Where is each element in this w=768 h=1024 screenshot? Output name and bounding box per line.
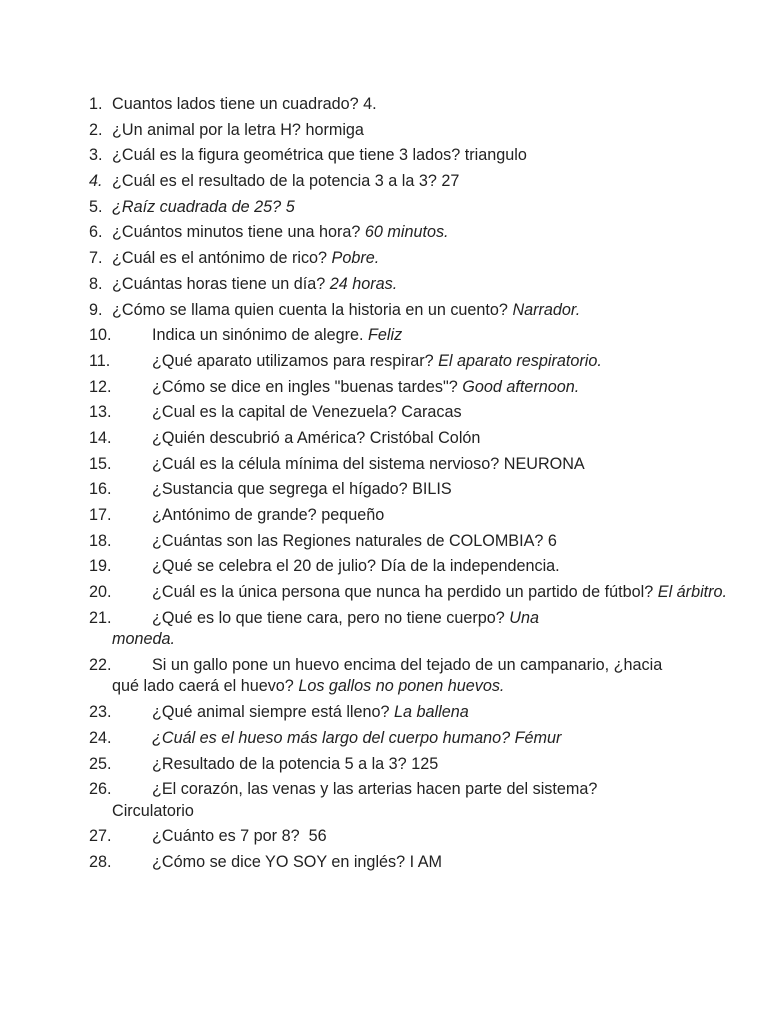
list-item bbox=[0, 197, 768, 219]
item-number: 18. bbox=[89, 531, 112, 550]
question-text: ¿Un animal por la letra H? bbox=[112, 120, 301, 139]
item-body bbox=[112, 655, 728, 698]
question-text: ¿Qué es lo que tiene cara, pero no tiene cuerpo? bbox=[152, 608, 505, 627]
item-number: 28. bbox=[89, 853, 112, 872]
question-text: ¿Qué aparato utilizamos para respirar? bbox=[152, 351, 434, 370]
item-number: 1. bbox=[89, 95, 103, 113]
question-text: ¿Raíz cuadrada de 25? bbox=[112, 197, 282, 216]
answer-text: El árbitro. bbox=[657, 583, 728, 602]
list-item bbox=[0, 120, 768, 142]
item-body bbox=[112, 608, 728, 651]
question-text: Si un gallo pone un huevo encima del tejado de un campanario, ¿hacia qué lado caerá el huevo? bbox=[112, 655, 663, 696]
item-number: 26. bbox=[89, 780, 112, 799]
list-item bbox=[0, 325, 768, 347]
answer-text: I AM bbox=[409, 853, 443, 872]
item-number: 13. bbox=[89, 403, 112, 422]
question-text: Indica un sinónimo de alegre. bbox=[152, 326, 364, 345]
item-number: 12. bbox=[89, 377, 112, 396]
question-text: ¿Antónimo de grande? bbox=[152, 506, 317, 524]
list-item bbox=[0, 505, 768, 527]
answer-text: 5 bbox=[285, 197, 295, 216]
list-item bbox=[0, 852, 768, 874]
item-number: 2. bbox=[89, 120, 103, 139]
question-text: ¿Cuál es el resultado de la potencia 3 a la 3? bbox=[112, 172, 437, 191]
answer-text: 27 bbox=[441, 172, 460, 191]
question-text: ¿Cómo se dice YO SOY en inglés? bbox=[152, 853, 406, 872]
list-item bbox=[0, 428, 768, 450]
item-number: 4. bbox=[89, 172, 103, 191]
question-text: ¿Cómo se llama quien cuenta la historia en un cuento? bbox=[112, 300, 508, 319]
question-text: ¿Resultado de la potencia 5 a la 3? bbox=[152, 754, 407, 773]
answer-text: Día de la independencia. bbox=[380, 557, 560, 576]
item-number: 19. bbox=[89, 557, 112, 576]
answer-text: Cristóbal Colón bbox=[369, 428, 481, 447]
answer-text: Circulatorio bbox=[112, 801, 194, 820]
question-text: ¿Cual es la capital de Venezuela? bbox=[152, 403, 397, 422]
list-item bbox=[0, 300, 768, 322]
list-item bbox=[0, 754, 768, 776]
answer-text: Caracas bbox=[401, 403, 462, 422]
answer-text: El aparato respiratorio. bbox=[438, 351, 602, 370]
item-number: 15. bbox=[89, 454, 112, 473]
question-list bbox=[0, 94, 768, 874]
question-text: ¿Cuántas horas tiene un día? bbox=[112, 274, 326, 293]
item-number: 6. bbox=[89, 223, 103, 242]
question-text: ¿Cuánto es 7 por 8? bbox=[152, 827, 300, 846]
answer-text: La ballena bbox=[394, 703, 469, 722]
list-item bbox=[0, 402, 768, 424]
list-item bbox=[0, 377, 768, 399]
answer-text: 4. bbox=[363, 95, 377, 113]
question-text: ¿Quién descubrió a América? bbox=[152, 428, 366, 447]
item-body bbox=[112, 779, 728, 822]
list-item bbox=[0, 556, 768, 578]
item-number: 11. bbox=[89, 351, 111, 370]
item-number: 3. bbox=[89, 146, 103, 165]
list-item bbox=[0, 531, 768, 553]
list-item bbox=[0, 479, 768, 501]
item-number: 7. bbox=[89, 249, 103, 268]
question-text: ¿Cuál es el antónimo de rico? bbox=[112, 249, 328, 268]
question-text: ¿Cuántas son las Regiones naturales de COLOMBIA? bbox=[152, 531, 544, 550]
list-item bbox=[0, 454, 768, 476]
answer-text: Los gallos no ponen huevos. bbox=[298, 677, 505, 696]
list-item bbox=[0, 728, 768, 750]
question-text: ¿Qué se celebra el 20 de julio? bbox=[152, 557, 377, 576]
answer-text: NEURONA bbox=[503, 454, 585, 473]
answer-text: Fémur bbox=[514, 728, 562, 747]
item-number: 25. bbox=[89, 754, 112, 773]
item-number: 8. bbox=[89, 274, 103, 293]
answer-text: 60 minutos. bbox=[364, 223, 449, 242]
list-item bbox=[0, 248, 768, 270]
item-number: 22. bbox=[89, 655, 112, 674]
answer-text: BILIS bbox=[412, 480, 452, 499]
list-item bbox=[0, 222, 768, 244]
list-item bbox=[0, 145, 768, 167]
question-text: ¿Cuál es la figura geométrica que tiene 3 lados? bbox=[112, 146, 461, 165]
answer-text: hormiga bbox=[305, 120, 364, 139]
list-item bbox=[0, 274, 768, 296]
answer-text: Una moneda. bbox=[112, 608, 539, 649]
list-item bbox=[0, 655, 768, 698]
item-number: 16. bbox=[89, 480, 112, 499]
list-item bbox=[0, 94, 768, 116]
question-text: ¿Cuál es la única persona que nunca ha perdido un partido de fútbol? bbox=[152, 583, 654, 602]
question-text: ¿Cuál es la célula mínima del sistema nervioso? bbox=[152, 454, 500, 473]
item-number: 21. bbox=[89, 608, 112, 627]
question-text: ¿Cuál es el hueso más largo del cuerpo humano? bbox=[152, 728, 511, 747]
question-text: Cuantos lados tiene un cuadrado? bbox=[112, 95, 359, 113]
item-number: 23. bbox=[89, 703, 112, 722]
item-number: 24. bbox=[89, 728, 112, 747]
list-item bbox=[0, 608, 768, 651]
list-item bbox=[0, 779, 768, 822]
answer-text: Narrador. bbox=[512, 300, 581, 319]
list-item bbox=[0, 171, 768, 193]
answer-text: triangulo bbox=[464, 146, 527, 165]
item-number: 10. bbox=[89, 326, 112, 345]
question-text: ¿Cómo se dice en ingles "buenas tardes"? bbox=[152, 377, 458, 396]
answer-text: Feliz bbox=[367, 326, 403, 345]
item-number: 20. bbox=[89, 583, 112, 602]
answer-text: Good afternoon. bbox=[462, 377, 580, 396]
answer-text: 125 bbox=[411, 754, 439, 773]
item-number: 14. bbox=[89, 428, 112, 447]
list-item bbox=[0, 702, 768, 724]
list-item bbox=[0, 582, 768, 604]
item-body bbox=[112, 582, 728, 604]
list-item bbox=[0, 826, 768, 848]
item-number: 17. bbox=[89, 506, 112, 524]
question-text: ¿Cuántos minutos tiene una hora? bbox=[112, 223, 361, 242]
item-number: 27. bbox=[89, 827, 112, 846]
question-text: ¿Sustancia que segrega el hígado? bbox=[152, 480, 408, 499]
list-item bbox=[0, 351, 768, 373]
answer-text: 56 bbox=[304, 827, 327, 846]
question-text: ¿Qué animal siempre está lleno? bbox=[152, 703, 390, 722]
item-number: 5. bbox=[89, 197, 103, 216]
answer-text: 24 horas. bbox=[329, 274, 398, 293]
answer-text: 6 bbox=[547, 531, 557, 550]
answer-text: Pobre. bbox=[331, 249, 380, 268]
question-text: ¿El corazón, las venas y las arterias hacen parte del sistema? bbox=[152, 780, 598, 799]
answer-text: pequeño bbox=[321, 506, 385, 524]
item-number: 9. bbox=[89, 300, 103, 319]
